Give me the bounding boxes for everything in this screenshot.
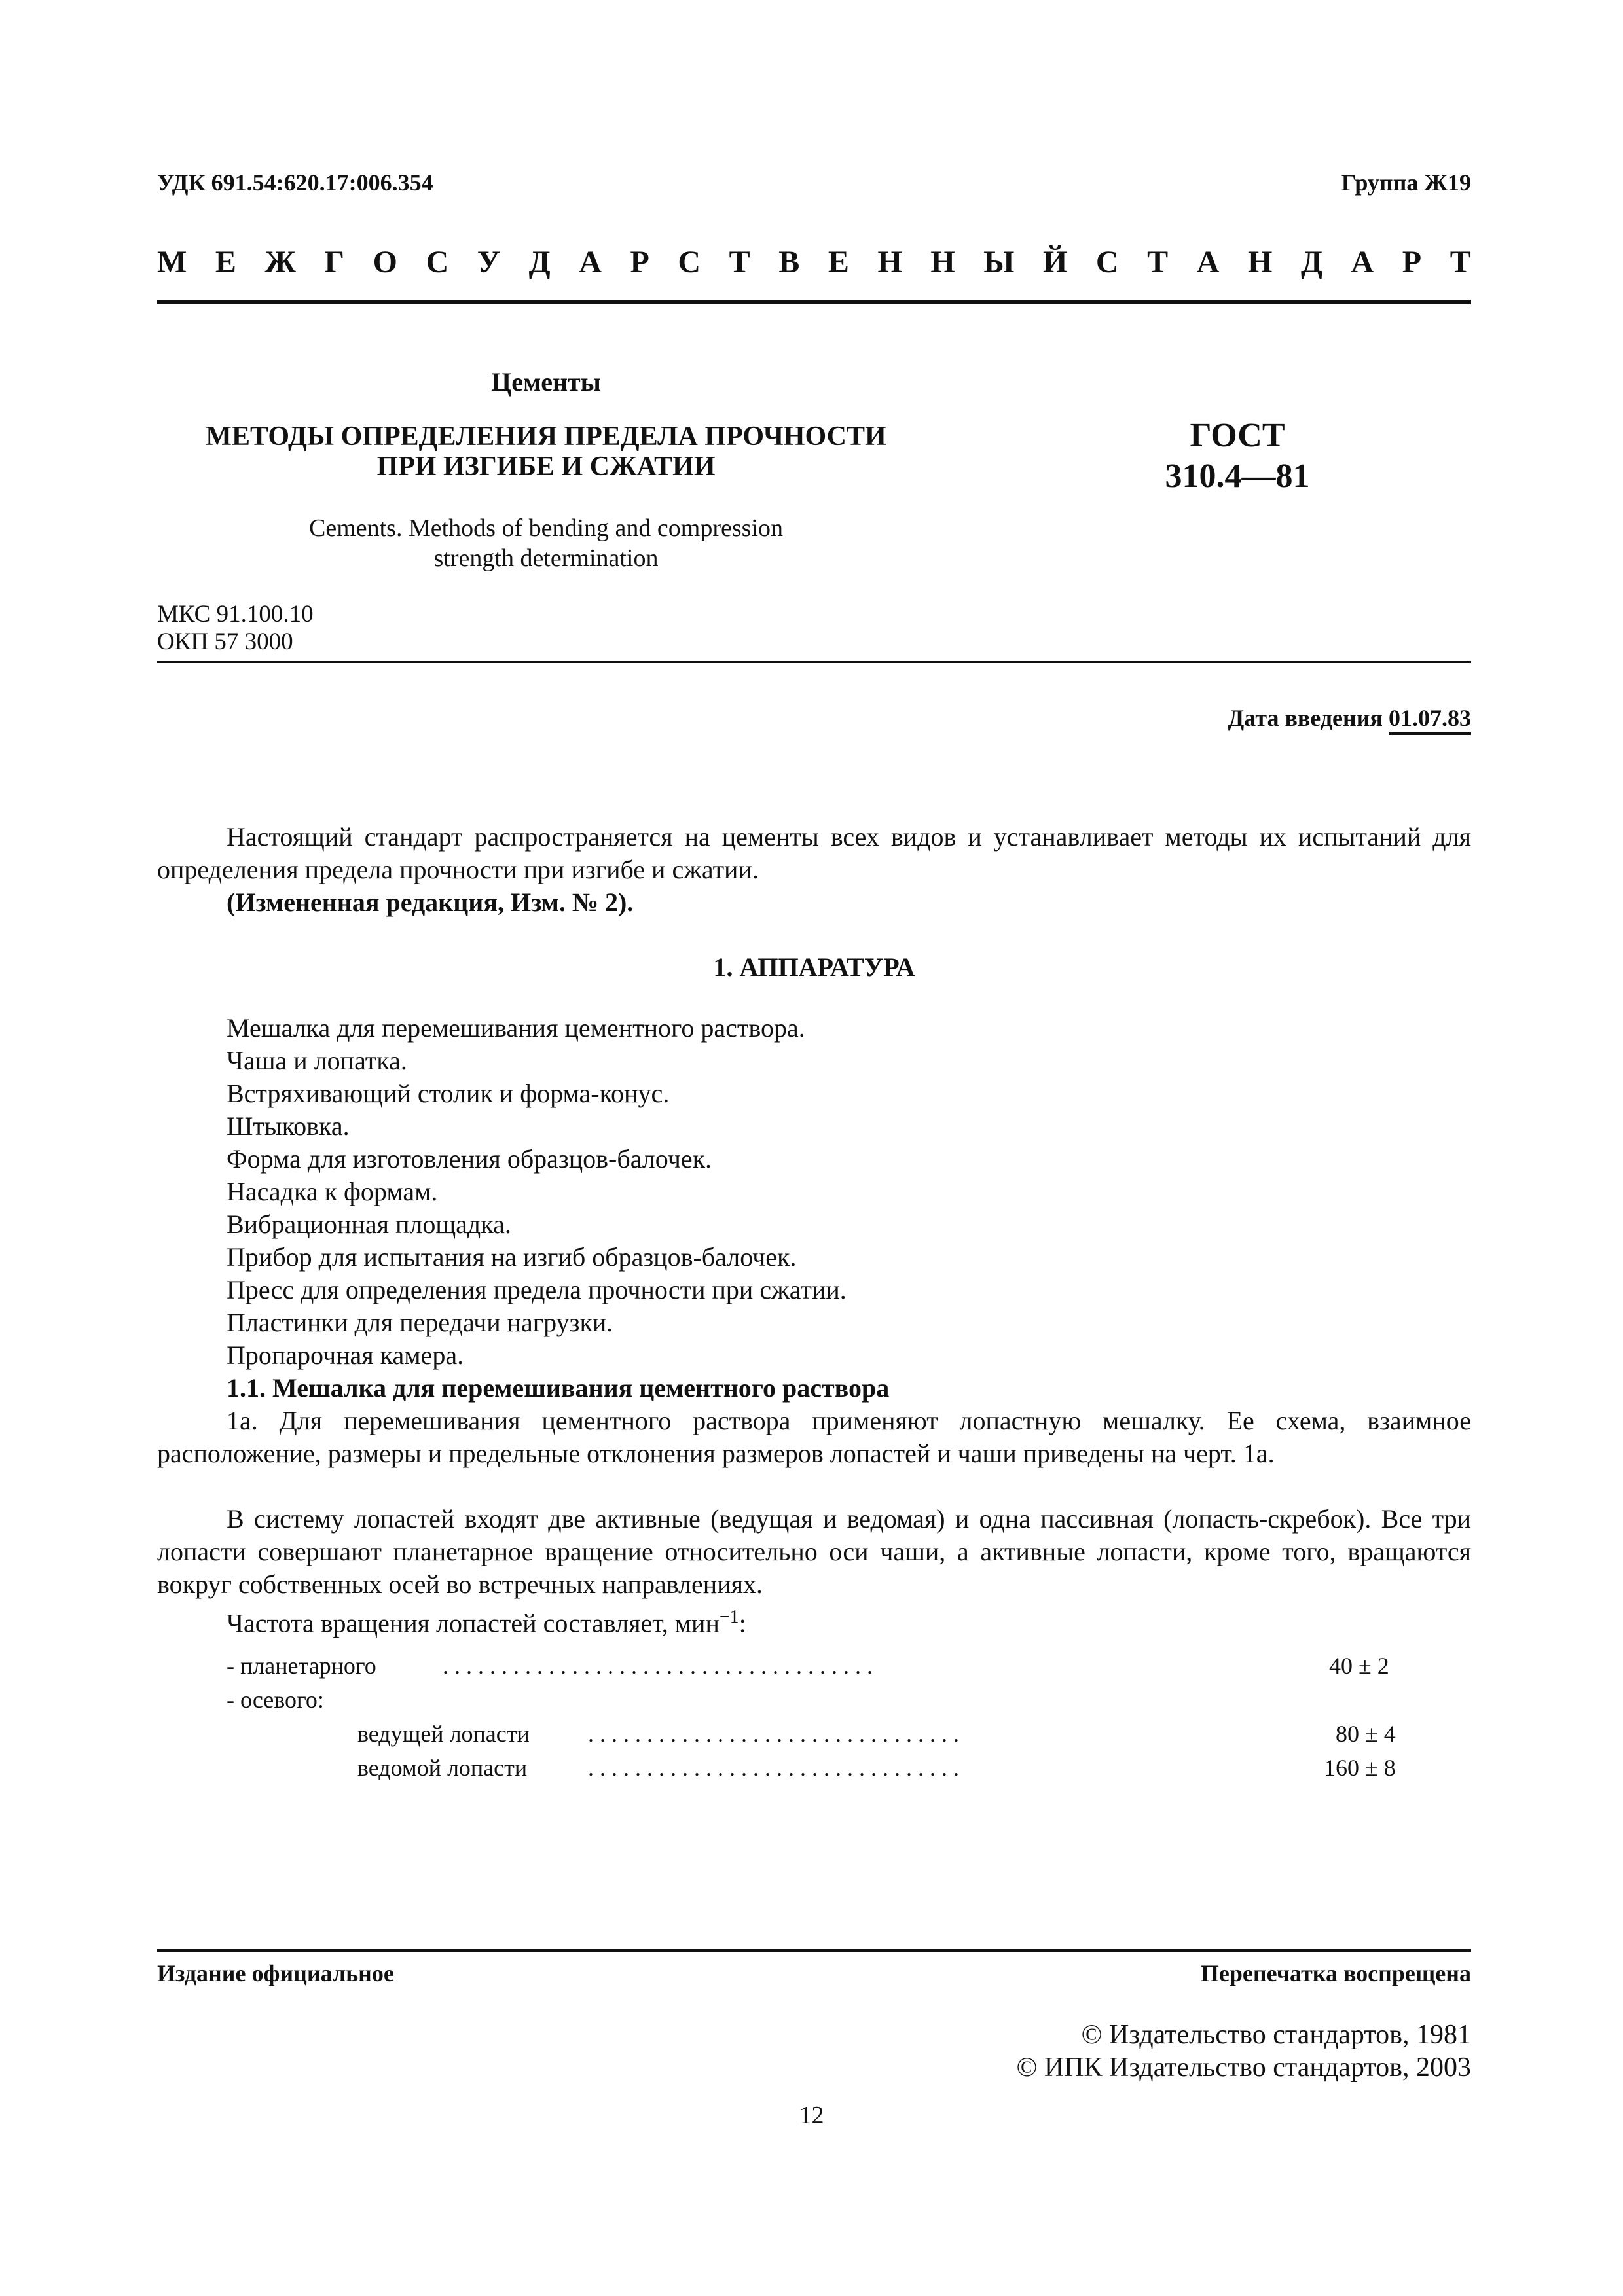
intro-paragraph: Настоящий стандарт распространяется на цементы всех видов и устанавливает методы их испытаний для определения предела прочности при изгибе и сжатии. — [157, 822, 1471, 884]
section-1-title: 1. АППАРАТУРА — [713, 952, 915, 982]
subsection-1-1-title: 1.1. Мешалка для перемешивания цементного раствора — [227, 1373, 890, 1403]
heading-letter: Е — [215, 245, 236, 279]
row-lead-value: 80 ± 4 — [1336, 1721, 1396, 1747]
heading-letter: Д — [528, 245, 551, 279]
frequency-intro — [227, 1601, 746, 1640]
classification-codes — [157, 601, 314, 656]
frequency-intro-text: Частота вращения лопастей составляет, мин — [227, 1608, 720, 1638]
frequency-intro-colon: : — [739, 1608, 746, 1638]
heading-letter: Т — [1147, 245, 1169, 279]
paragraph-blades: В систему лопастей входят две активные (ведущая и ведомая) и одна пассивная (лопасть-скребок). Все три лопасти совершают планетарное вращение относительно оси чаши, а активные лопасти, кроме того, вращаются вокруг собственных осей во встречных направлениях. — [157, 1504, 1471, 1599]
heading-letter: О — [373, 245, 397, 279]
heading-letter: А — [1196, 245, 1220, 279]
heading-letter: Р — [1402, 245, 1422, 279]
row-lead-leader: . . . . . . . . . . . . . . . . . . . . . . . . . . . . . . . . — [588, 1721, 959, 1747]
heading-letter: В — [778, 245, 800, 279]
gost-designation — [1100, 416, 1375, 497]
heading-letter: Г — [324, 245, 345, 279]
subject-title: Цементы — [491, 367, 601, 397]
paragraph-1a: 1а. Для перемешивания цементного раствора применяют лопастную мешалку. Ее схема, взаимное расположение, размеры и предельные отклонения размеров лопастей и чаши приведены на черт. 1а. — [157, 1406, 1471, 1468]
english-title-line-2: strength determination — [433, 545, 659, 572]
okp-code: ОКП 57 3000 — [157, 628, 293, 655]
row-planetary-leader: . . . . . . . . . . . . . . . . . . . . . . . . . . . . . . . . . . . . . — [443, 1653, 873, 1679]
reprint-prohibited: Перепечатка воспрещена — [1200, 1960, 1471, 1986]
equipment-item: Штыковка. — [227, 1111, 350, 1141]
group-code: Группа Ж19 — [1341, 170, 1471, 196]
heading-letter: Д — [1300, 245, 1322, 279]
heading-letter: Ы — [983, 245, 1015, 279]
gost-label: ГОСТ — [1190, 417, 1285, 454]
main-title — [157, 422, 935, 482]
main-title-line-1: МЕТОДЫ ОПРЕДЕЛЕНИЯ ПРЕДЕЛА ПРОЧНОСТИ — [206, 422, 886, 452]
gost-number: 310.4—81 — [1165, 457, 1310, 495]
equipment-item: Форма для изготовления образцов-балочек. — [227, 1144, 712, 1174]
heading-letter: Ж — [264, 245, 296, 279]
page-number: 12 — [799, 2102, 824, 2129]
heading-letter: С — [1095, 245, 1119, 279]
codes-rule — [157, 661, 1471, 663]
english-title-line-1: Cements. Methods of bending and compression — [308, 514, 783, 542]
copyright-2003: © ИПК Издательство стандартов, 2003 — [1016, 2053, 1471, 2083]
equipment-item: Прибор для испытания на изгиб образцов-балочек. — [227, 1242, 797, 1272]
equipment-item: Пластинки для передачи нагрузки. — [227, 1308, 613, 1337]
footer-rule — [157, 1949, 1471, 1952]
heading-letter: А — [579, 245, 602, 279]
row-driven-label: ведомой лопасти — [357, 1755, 528, 1781]
introduction-date-label: Дата введения — [1228, 705, 1383, 731]
introduction-date-value: 01.07.83 — [1389, 705, 1471, 735]
heading-letter: Й — [1043, 245, 1068, 279]
equipment-item: Вибрационная площадка. — [227, 1210, 511, 1239]
row-lead-label: ведущей лопасти — [357, 1721, 530, 1747]
heading-letter: М — [157, 245, 187, 279]
official-edition: Издание официальное — [157, 1960, 394, 1986]
heading-letter: Т — [1450, 245, 1471, 279]
heading-letter: Н — [1248, 245, 1273, 279]
row-planetary-value: 40 ± 2 — [1329, 1653, 1389, 1679]
equipment-item: Пропарочная камера. — [227, 1340, 464, 1370]
english-title — [157, 513, 935, 573]
heading-letter: Р — [630, 245, 649, 279]
equipment-item: Насадка к формам. — [227, 1177, 438, 1206]
heading-letter: Е — [828, 245, 849, 279]
row-driven-leader: . . . . . . . . . . . . . . . . . . . . . . . . . . . . . . . . — [588, 1755, 959, 1781]
introduction-date — [1228, 704, 1472, 732]
udk-code: УДК 691.54:620.17:006.354 — [157, 170, 433, 196]
heading-letter: Н — [877, 245, 902, 279]
frequency-unit-exponent: −1 — [719, 1607, 739, 1627]
equipment-item: Чаша и лопатка. — [227, 1046, 407, 1075]
heading-letter: Н — [930, 245, 955, 279]
heading-letter: Т — [729, 245, 750, 279]
equipment-item: Мешалка для перемешивания цементного раствора. — [227, 1013, 805, 1043]
amendment-note: (Измененная редакция, Изм. № 2). — [227, 888, 634, 917]
copyright-1981: © Издательство стандартов, 1981 — [1081, 2020, 1471, 2050]
heading-letter: У — [477, 245, 501, 279]
equipment-item: Встряхивающий столик и форма-конус. — [227, 1079, 670, 1108]
main-title-line-2: ПРИ ИЗГИБЕ И СЖАТИИ — [376, 452, 716, 482]
heading-letter: А — [1351, 245, 1374, 279]
header-rule — [157, 300, 1471, 304]
interstate-standard-heading — [157, 244, 1471, 280]
equipment-item: Пресс для определения предела прочности при сжатии. — [227, 1275, 847, 1304]
heading-letter: С — [426, 245, 449, 279]
row-driven-value: 160 ± 8 — [1324, 1755, 1396, 1781]
row-axial-label: - осевого: — [227, 1687, 324, 1713]
heading-letter: С — [678, 245, 701, 279]
row-planetary-label: - планетарного — [227, 1653, 376, 1679]
mks-code: МКС 91.100.10 — [157, 601, 314, 628]
